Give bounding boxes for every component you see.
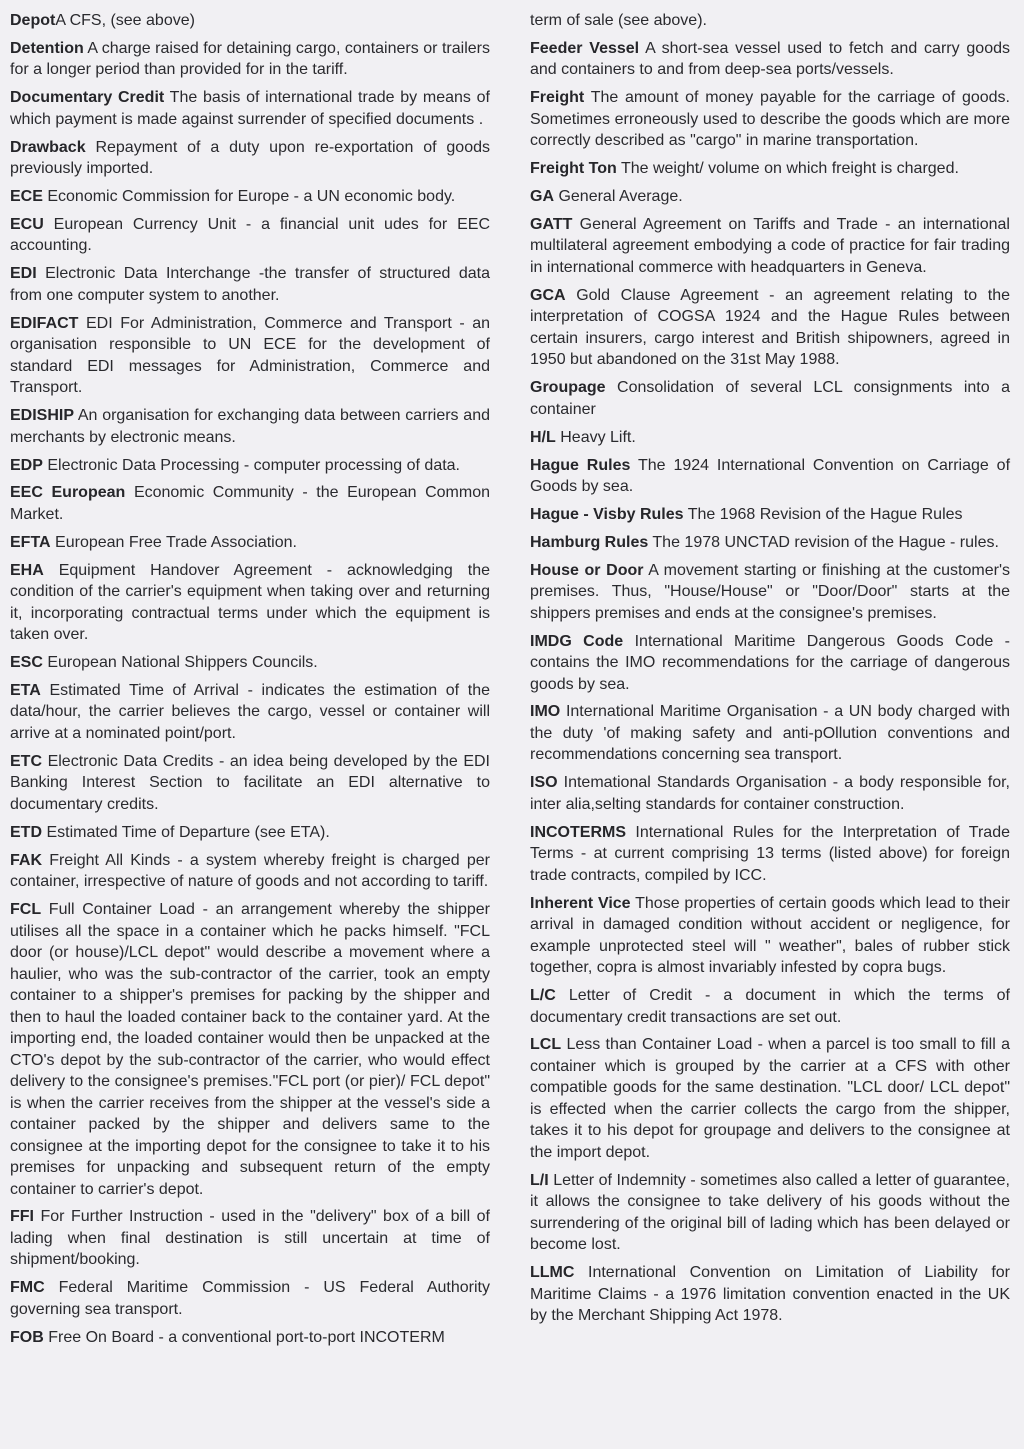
glossary-entry	[10, 455, 490, 477]
glossary-definition: The basis of international trade by means of which payment is made against surrender of specified documents .	[10, 89, 491, 128]
glossary-definition: Electronic Data Credits - an idea being developed by the EDI Banking Interest Section to facilitate an EDI alternative to documentary credits.	[10, 752, 491, 813]
glossary-term: FFI	[10, 1208, 34, 1226]
glossary-entry	[10, 38, 490, 81]
glossary-entry	[530, 701, 1010, 766]
glossary-term: EDISHIP	[10, 407, 75, 425]
glossary-definition: Letter of Indemnity - sometimes also called a letter of guarantee, it allows the consignee to take delivery of his goods without the surrendering of the original bill of lading which has been delayed or become lost.	[530, 1171, 1011, 1254]
glossary-term: EDI	[10, 265, 37, 283]
glossary-entry	[530, 38, 1010, 81]
glossary-definition: Estimated Time of Departure (see ETA).	[46, 823, 330, 841]
glossary-definition: A short-sea vessel used to fetch and carry goods and containers to and from deep-sea ports/vessels.	[530, 39, 1011, 79]
glossary-definition: A movement starting or finishing at the customer's premises. Thus, "House/House" or "Door/Door" starts at the shippers premises and ends at the consignee's premises.	[530, 561, 1010, 622]
glossary-definition: A CFS, (see above)	[55, 12, 195, 29]
glossary-term: GATT	[530, 215, 573, 233]
glossary-definition: The weight/ volume on which freight is charged.	[620, 160, 959, 178]
glossary-definition: Full Container Load - an arrangement whereby the shipper utilises all the space in a container which he packs himself. "FCL door (or house)/LCL depot" would describe a movement where a haulier, who was the sub-contractor of the carrier, took an empty container to a shipper's premises for packing by the shipper and then to haul the loaded container back to the container yard. At the importing end, the loaded container would then be unpacked at the CTO's depot by the sub-contractor of the carrier, who would effect delivery to the consignee's premises."FCL port (or pier)/ FCL depot" is when the carrier receives from the shipper at the vessel's side a container packed by the shipper and delivers same to the consignee at the importing depot for the consignee to take it to his premises for unpacking and subsequent return of the empty container to carrier's depot.	[10, 901, 490, 1198]
glossary-entry	[530, 285, 1010, 371]
glossary-entry	[10, 680, 490, 745]
glossary-definition: Estimated Time of Arrival - indicates the estimation of the data/hour, the carrier believes the cargo, vessel or container will arrive at a nominated point/port.	[10, 681, 490, 742]
glossary-definition: The amount of money payable for the carriage of goods. Sometimes erroneously used to describe the goods which are more correctly described as "cargo" in marine transportation.	[530, 89, 1011, 150]
glossary-term: Hamburg Rules	[530, 533, 649, 551]
glossary-term: L/I	[530, 1171, 549, 1189]
glossary-entry	[530, 532, 1010, 554]
glossary-term: IMDG Code	[530, 632, 624, 650]
glossary-entry	[530, 377, 1010, 420]
glossary-definition: General Average.	[558, 188, 683, 206]
glossary-entry	[10, 405, 490, 448]
glossary-entry	[10, 482, 490, 525]
glossary-definition: Federal Maritime Commission - US Federal Authority governing sea transport.	[10, 1279, 490, 1318]
glossary-definition: Letter of Credit - a document in which the terms of documentary credit transactions are set out.	[530, 987, 1010, 1026]
glossary-term: ECE	[10, 188, 43, 206]
glossary-entry	[530, 822, 1010, 887]
glossary-entry	[530, 1170, 1010, 1256]
glossary-definition: Intemational Standards Organisation - a body responsible for, inter alia,selting standards for container construction.	[530, 774, 1010, 813]
glossary-entry	[10, 214, 490, 257]
glossary-term: GA	[530, 188, 554, 206]
glossary-definition: European Free Trade Association.	[55, 533, 297, 551]
glossary-definition: An organisation for exchanging data between carriers and merchants by electronic means.	[10, 407, 490, 446]
glossary-definition: The 1978 UNCTAD revision of the Hague - rules.	[652, 533, 999, 551]
glossary-term: L/C	[530, 987, 556, 1005]
glossary-definition: The 1968 Revision of the Hague Rules	[687, 505, 963, 523]
glossary-entry	[10, 1327, 490, 1349]
glossary-term: Inherent Vice	[530, 894, 631, 912]
glossary-entry	[10, 1277, 490, 1320]
glossary-term: ETD	[10, 823, 42, 841]
glossary-term: Hague - Visby Rules	[530, 505, 684, 523]
glossary-term: ISO	[530, 774, 558, 792]
glossary-term: FAK	[10, 851, 42, 869]
glossary-term: FOB	[10, 1328, 44, 1346]
glossary-term: Depot	[10, 12, 56, 29]
glossary-definition: For Further Instruction - used in the "delivery" box of a bill of lading when final destination is still uncertain at time of shipment/booking.	[10, 1208, 490, 1269]
glossary-definition: Equipment Handover Agreement - acknowledging the condition of the carrier's equipment when taking over and returning it, incorporating contractual terms under which the equipment is taken over.	[10, 561, 490, 644]
glossary-definition: International Maritime Dangerous Goods Code - contains the IMO recommendations for the carriage of dangerous goods by sea.	[530, 632, 1010, 693]
glossary-definition: General Agreement on Tariffs and Trade - an international multilateral agreement embodying a code of practice for fair trading in international commerce with headquarters in Geneva.	[530, 215, 1010, 276]
glossary-definition: Electronic Data Interchange -the transfer of structured data from one computer system to another.	[10, 265, 490, 304]
glossary-entry	[530, 214, 1010, 279]
glossary-term: LCL	[530, 1036, 562, 1054]
glossary-entry	[10, 137, 490, 180]
glossary-term: GCA	[530, 286, 566, 304]
glossary-term: ETC	[10, 752, 42, 770]
glossary-entry	[530, 427, 1010, 449]
glossary-entry	[10, 850, 490, 893]
glossary-entry	[530, 560, 1010, 625]
glossary-entry	[530, 10, 1010, 32]
glossary-definition: Electronic Data Processing - computer processing of data.	[47, 456, 460, 474]
glossary-term: House or Door	[530, 561, 644, 579]
glossary-term: Freight Ton	[530, 160, 617, 178]
glossary-entry	[10, 532, 490, 554]
glossary-definition: European Currency Unit - a financial unit udes for EEC accounting.	[10, 215, 491, 255]
glossary-entry	[530, 631, 1010, 696]
glossary-definition: Economic Community - the European Common Market.	[10, 484, 491, 523]
glossary-entry	[530, 893, 1010, 979]
glossary-term: FCL	[10, 901, 42, 919]
glossary-term: Feeder Vessel	[530, 39, 640, 57]
glossary-definition: Repayment of a duty upon re-exportation of goods previously imported.	[10, 138, 490, 178]
glossary-term: IMO	[530, 703, 561, 721]
glossary-entry	[10, 10, 490, 32]
glossary-definition: International Rules for the Interpretation of Trade Terms - at current comprising 13 terms (listed above) for foreign trade contracts, compiled by ICC.	[530, 823, 1010, 884]
glossary-definition: Freight All Kinds - a system whereby freight is charged per container, irrespective of nature of goods and not according to tariff.	[10, 851, 491, 891]
glossary-definition: Gold Clause Agreement - an agreement relating to the interpretation of COGSA 1924 and the Hague Rules between certain insurers, cargo interest and British shipowners, agreed in 1950 but abandoned on the 31st May 1988.	[530, 286, 1010, 369]
glossary-definition: Economic Commission for Europe - a UN economic body.	[47, 188, 456, 206]
glossary-definition: The 1924 International Convention on Carriage of Goods by sea.	[530, 456, 1011, 496]
glossary-entry	[10, 751, 490, 816]
glossary-entry	[10, 652, 490, 674]
glossary-definition: term of sale (see above).	[530, 12, 707, 29]
glossary-term: ESC	[10, 654, 43, 672]
glossary-entry	[10, 899, 490, 1200]
glossary-definition: Free On Board - a conventional port-to-port INCOTERM	[48, 1328, 445, 1346]
glossary-term: EEC European	[10, 484, 126, 502]
glossary-entry	[530, 985, 1010, 1028]
glossary-term: Drawback	[10, 138, 86, 156]
glossary-entry	[10, 87, 490, 130]
glossary-entry	[530, 455, 1010, 498]
glossary-entry	[10, 822, 490, 844]
glossary-entry	[530, 186, 1010, 208]
glossary-definition: EDI For Administration, Commerce and Transport - an organisation responsible to UN ECE for the development of standard EDI messages for Administration, Commerce and Transport.	[10, 314, 490, 397]
glossary-definition: Consolidation of several LCL consignments into a container	[530, 379, 1010, 418]
glossary-entry	[530, 504, 1010, 526]
glossary-term: Documentary Credit	[10, 89, 165, 107]
glossary-term: EDP	[10, 456, 43, 474]
glossary-term: FMC	[10, 1279, 45, 1297]
glossary-definition: Less than Container Load - when a parcel is too small to fill a container which is grouped by the carrier at a CFS with other compatible goods for the same destination. "LCL door/ LCL depot" is effected when the carrier collects the cargo from the shipper, takes it to his depot for groupage and delivers to the consignee at the import depot.	[530, 1036, 1011, 1161]
glossary-term: Groupage	[530, 379, 606, 397]
glossary-entry	[530, 1262, 1010, 1327]
glossary-entry	[530, 772, 1010, 815]
glossary-term: ECU	[10, 215, 44, 233]
glossary-term: H/L	[530, 428, 556, 446]
glossary-definition: Those properties of certain goods which lead to their arrival in damaged condition without accident or negligence, for example unprotected steel will " weather", bales of rubber stick together, copra is almost invariably infested by copra bugs.	[530, 894, 1011, 977]
glossary-definition: International Convention on Limitation of Liability for Maritime Claims - a 1976 limitation convention enacted in the UK by the Merchant Shipping Act 1978.	[530, 1264, 1010, 1325]
glossary-column-left	[10, 10, 490, 1355]
glossary-entry	[10, 313, 490, 399]
glossary-term: ETA	[10, 681, 41, 699]
glossary-term: EDIFACT	[10, 314, 79, 332]
glossary-term: Detention	[10, 39, 84, 57]
glossary-term: Hague Rules	[530, 456, 631, 474]
glossary-entry	[530, 158, 1010, 180]
glossary-term: Freight	[530, 89, 585, 107]
glossary-column-right	[530, 10, 1010, 1333]
glossary-entry	[10, 263, 490, 306]
glossary-entry	[10, 560, 490, 646]
glossary-definition: Heavy Lift.	[560, 428, 636, 446]
glossary-entry	[10, 1206, 490, 1271]
glossary-definition: International Maritime Organisation - a UN body charged with the duty 'of making safety and anti-pOllution conventions and recommendations concerning sea transport.	[530, 703, 1011, 764]
glossary-term: EHA	[10, 561, 44, 579]
glossary-entry	[530, 87, 1010, 152]
glossary-definition: European National Shippers Councils.	[47, 654, 318, 672]
glossary-term: INCOTERMS	[530, 823, 626, 841]
glossary-definition: A charge raised for detaining cargo, containers or trailers for a longer period than provided for in the tariff.	[10, 39, 490, 79]
glossary-term: LLMC	[530, 1264, 575, 1282]
glossary-entry	[10, 186, 490, 208]
glossary-term: EFTA	[10, 533, 51, 551]
glossary-entry	[530, 1034, 1010, 1163]
